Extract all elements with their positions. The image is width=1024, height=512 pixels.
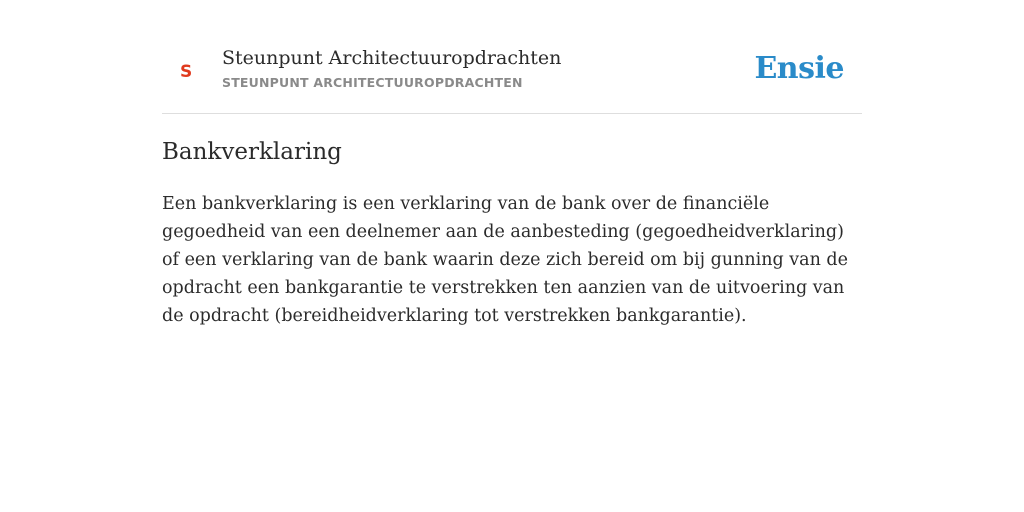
definition-text: Een bankverklaring is een verklaring van de bank over de financiële gegoedheid van een deelnemer aan de aanbesteding (gegoedheidverklaring) of een verklaring van de bank waarin deze zich bereid om bij gunning van de opdracht een bankgarantie te verstrekken ten aanzien van de uitvoering van de opdracht (bereidheidverklaring tot verstrekken bankgarantie). xyxy=(162,194,848,326)
publisher-name[interactable]: Steunpunt Architectuuropdrachten xyxy=(222,47,562,69)
site-header xyxy=(162,40,862,114)
publisher-logo[interactable]: S xyxy=(180,62,193,82)
page-title: Bankverklaring xyxy=(162,139,342,165)
publisher-subtitle: STEUNPUNT ARCHITECTUUROPDRACHTEN xyxy=(222,75,523,90)
brand-logo[interactable]: Ensie xyxy=(754,51,844,86)
